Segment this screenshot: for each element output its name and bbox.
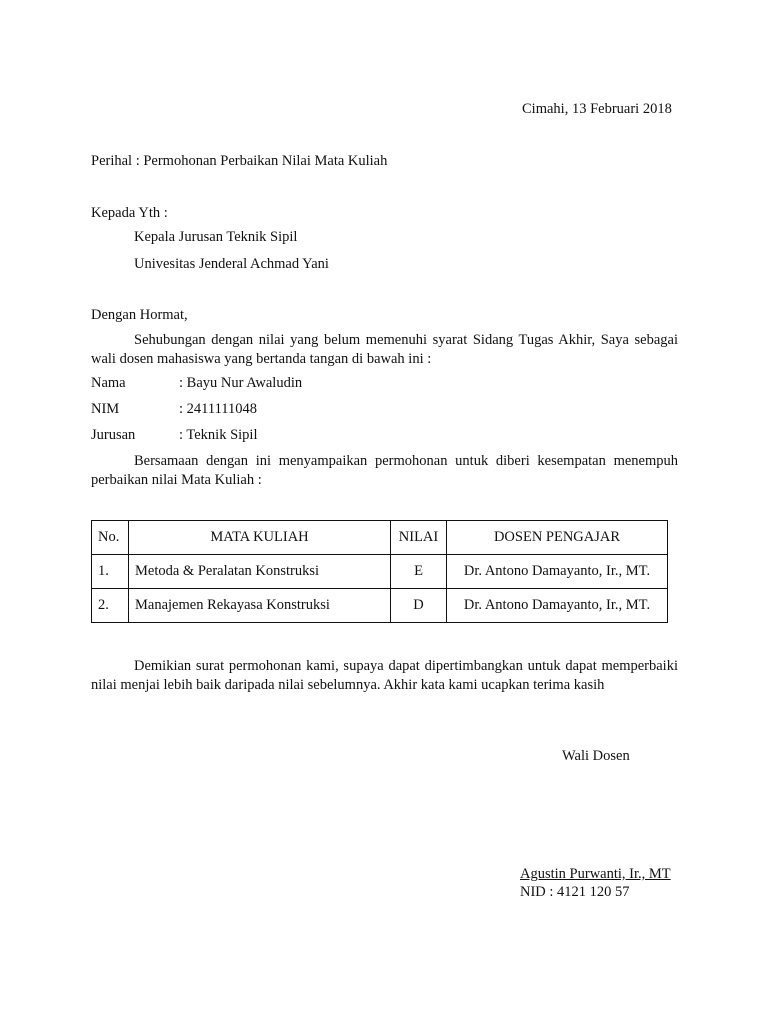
signatory-nid: NID : 4121 120 57 <box>520 884 630 900</box>
intro-paragraph: Sehubungan dengan nilai yang belum memenuhi syarat Sidang Tugas Akhir, Saya sebagai wali dosen mahasiswa yang bertanda tangan di bawah ini : <box>91 332 678 367</box>
greeting: Dengan Hormat, <box>91 307 188 323</box>
place-date: Cimahi, 13 Februari 2018 <box>522 101 672 117</box>
table-row <box>92 555 668 589</box>
student-nim-value: : 2411111048 <box>179 401 258 417</box>
signature-title: Wali Dosen <box>562 748 630 764</box>
header-course: MATA KULIAH <box>129 521 391 555</box>
signatory-name: Agustin Purwanti, Ir., MT <box>520 866 671 882</box>
header-no: No. <box>92 521 129 555</box>
student-name-value: : Bayu Nur Awaludin <box>179 375 303 391</box>
recipient-salutation: Kepada Yth : <box>91 205 168 221</box>
cell-no: 2. <box>92 589 129 623</box>
cell-course: Manajemen Rekayasa Konstruksi <box>129 589 391 623</box>
cell-grade: D <box>391 589 447 623</box>
recipient-line-1: Kepala Jurusan Teknik Sipil <box>134 229 298 245</box>
student-name-label: Nama <box>91 375 126 391</box>
cell-lecturer: Dr. Antono Damayanto, Ir., MT. <box>447 589 668 623</box>
cell-no: 1. <box>92 555 129 589</box>
table-row <box>92 589 668 623</box>
student-major-value: : Teknik Sipil <box>179 427 258 443</box>
subject-line: Perihal : Permohonan Perbaikan Nilai Mata Kuliah <box>91 153 388 169</box>
header-grade: NILAI <box>391 521 447 555</box>
cell-grade: E <box>391 555 447 589</box>
cell-lecturer: Dr. Antono Damayanto, Ir., MT. <box>447 555 668 589</box>
recipient-line-2: Univesitas Jenderal Achmad Yani <box>134 256 329 272</box>
student-major-label: Jurusan <box>91 427 136 443</box>
student-nim-label: NIM <box>91 401 120 417</box>
grades-table <box>91 520 668 623</box>
cell-course: Metoda & Peralatan Konstruksi <box>129 555 391 589</box>
header-lecturer: DOSEN PENGAJAR <box>447 521 668 555</box>
table-header-row <box>92 521 668 555</box>
closing-paragraph: Demikian surat permohonan kami, supaya dapat dipertimbangkan untuk dapat memperbaiki nilai menjai lebih baik daripada nilai sebelumnya. Akhir kata kami ucapkan terima kasih <box>91 658 678 693</box>
request-paragraph: Bersamaan dengan ini menyampaikan permohonan untuk diberi kesempatan menempuh perbaikan nilai Mata Kuliah : <box>91 453 678 488</box>
